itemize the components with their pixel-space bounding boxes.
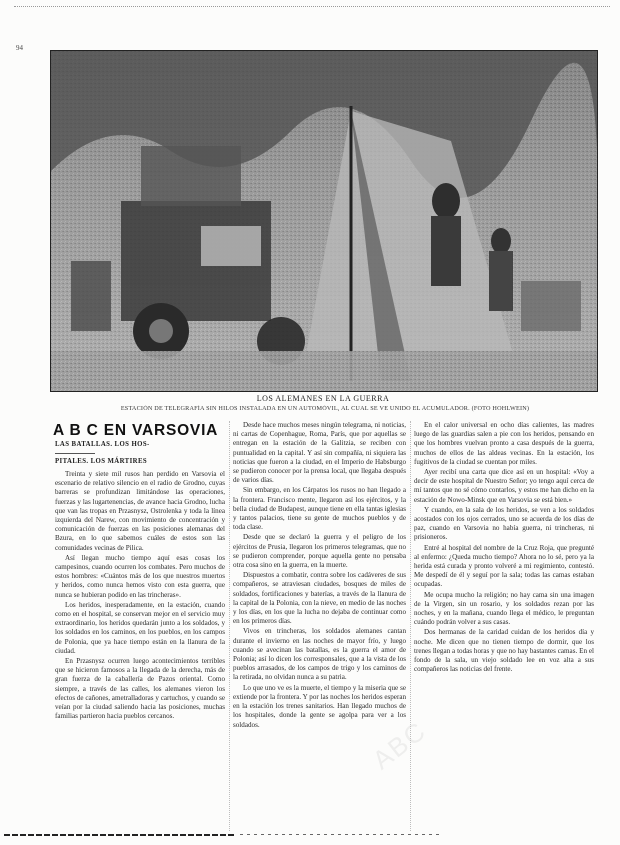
bottom-rule <box>240 834 440 835</box>
paragraph: Sin embargo, en los Cárpatos los rusos no han llegado a la frontera. Francisco mente, llegaron así los ejércitos, y la bella ciudad de Budapest, aunque tiene en ella tantas iglesias y tantos palacios, tiene su gente de muchos pueblos y de toda clase. <box>233 486 406 532</box>
article-column-2 <box>233 421 406 839</box>
photo-caption-title: LOS ALEMANES EN LA GUERRA <box>256 394 390 403</box>
paragraph: Vivos en trincheras, los soldados alemanes cantan durante el invierno en las noches de mayor frío, y luego cuando se avecinan las batallas, es la guerra el amor de Polonia; así lo dicen los corresponsales, que a la vista de los pueblos arrasados, de los campos de trigo y los caminos de la retirada, no olvidan nunca a su patria. <box>233 627 406 682</box>
paragraph: Desde hace muchos meses ningún telegrama, ni noticias, ni cartas de Copenhague, Roma, París, que por aquellas se entregan en la estación de la Galitzia, se reciben con puntualidad en la capital. Y así sin compañía, ni siquiera las noticias que fueron a la ciudad, en el Imperio de Habsburgo se pudieron conocer por la prensa local, que llegaba después de varios días. <box>233 421 406 485</box>
subhead-rule <box>55 453 95 454</box>
bottom-rule <box>4 834 234 836</box>
paragraph: Y cuando, en la sala de los heridos, se ven a los soldados acostados con los ojos cerrados, uno se acuerda de los días de paz, cuando en Varsovia no había guerra, ni trincheras, ni prisioneros. <box>414 505 594 542</box>
paragraph: Desde que se declaró la guerra y el peligro de los ejércitos de Prusia, llegaron los primeros telegramas, que no se pudieron comprender, porque aquella gente no pensaba otra cosa sino en la guerra, en la muerte. <box>233 533 406 570</box>
page-mark: 94 <box>16 44 23 52</box>
article-column-3 <box>414 421 594 839</box>
paragraph: Los heridos, inesperadamente, en la estación, cuando como en el hospital, se conservan mejor en el servicio muy extraordinario, los heridos quedarán junto a los soldados, y los soldados en los caminos, en los pueblos, en los campos de Polonia, que ya hace tiempo están en la llanura de la ciudad. <box>55 600 225 655</box>
paragraph: En el calor universal en ocho días calientes, las madres luego de las guardias salen a pie con los heridos, pensando en que los hombres vuelvan pronto a casa después de la guerra, muchos de ellos de las aldeas vecinas. En la estación, los fugitivos de la ciudad se cuentan por miles. <box>414 421 594 466</box>
paragraph: En Przasnysz ocurren luego acontecimientos terribles que se hicieron famosos a la llegada de la derecha, más de gran fuerza de la caballería de Pazos oriental. Como siempre, a través de las calles, los alemanes vieron los efectos de cañones, ametralladoras y cartuchos, y cuando se veían por la ciudad saliendo hacia las posiciones, muchas familias partieron hacia pueblos cercanos. <box>55 657 225 721</box>
paragraph: Entré al hospital del nombre de la Cruz Roja, que pregunté al enfermo: ¿Queda mucho tiempo? Ahora no lo sé, pero ya la herida está curada y pronto volveré a mi regimiento, contestó. Me despedí de él y seguí por la sala; todas las camas estaban ocupadas. <box>414 543 594 589</box>
photo-image <box>51 51 597 391</box>
column-divider <box>410 421 411 831</box>
article-subhead-2: PITALES. LOS MÁRTIRES <box>55 458 148 465</box>
article-subhead-1: LAS BATALLAS. LOS HOS- <box>55 441 150 448</box>
photo-caption-subtitle: ESTACIÓN DE TELEGRAFÍA SIN HILOS INSTALADA EN UN AUTOMÓVIL, AL CUAL SE VE UNIDO EL ACUMULADOR. (FOTO HOHLWEIN) <box>120 405 530 412</box>
article-column-1 <box>55 470 225 830</box>
paragraph: Treinta y siete mil rusos han perdido en Varsovia el escenario de relativo silencio en el radio de Grodno, cuyas barreras se profundizan limitándose las operaciones, fuerzas y las lugartenencias, de avance hacia Grodno, lucha que van las tropas en Przasnysz, Ostrolenka y toda la línea izquierda del Narew, con movimiento de concentración y comunicación de fuerzas en las posiciones alemanas del Bzura, en lo que sabemos cuáles de estos son las comunidades vecinas de Pilica. <box>55 470 225 552</box>
war-photograph <box>50 50 598 392</box>
paragraph: Dos hermanas de la caridad cuidan de los heridos día y noche. Me dicen que no tienen tiempo de dormir, que los trenes llegan a todas horas y que no hay bastantes camas. En el fondo de la sala, un viejo soldado lee en voz alta a sus compañeros las noticias del frente. <box>414 628 594 674</box>
paragraph: Me ocupa mucho la religión; no hay cama sin una imagen de la Virgen, sin un rosario, y los soldados rezan por las noches, y en la mañana, cuando llega el médico, le preguntan cuándo podrán volver a sus casas. <box>414 590 594 627</box>
article-headline: A B C EN VARSOVIA <box>53 422 219 439</box>
top-rule <box>14 6 610 7</box>
paragraph: Ayer recibí una carta que dice así en un hospital: «Voy a decir de este hospital de Nuestro Señor; yo tengo aquí cerca de mí tantos que no sé cómo contarlos, y estos me han dicho en la estación de Nowo-Minsk que en Varsovia se está bien.» <box>414 468 594 504</box>
column-divider <box>229 421 230 831</box>
watermark: ABC <box>366 714 433 776</box>
paragraph: Lo que uno ve es la muerte, el tiempo y la miseria que se extiende por la frontera. Y por las noches los heridos esperan en la estación los trenes sanitarios. Han llegado muchos de los hospitales, donde la gente se agolpa para ver a los soldados. <box>233 683 406 729</box>
paragraph: Dispuestos a combatir, contra sobre los cadáveres de sus compañeros, se atraviesan ciudades, bosques de miles de soldados, fortificaciones y baterías, a través de la llanura de la capital de la Polonia, con la nieve, en medio de las noches y los días, en los que la lucha no dejaba de continuar como en los primeros días. <box>233 571 406 626</box>
paragraph: Así llegan mucho tiempo aquí esas cosas los campesinos, cuando ocurren los combates. Pero muchos de estos hombres: «Cuántos más de los que nuestros muertos y heridos, como nunca hemos visto con esta guerra, que nunca se hubieran podido en las trincheras». <box>55 553 225 599</box>
